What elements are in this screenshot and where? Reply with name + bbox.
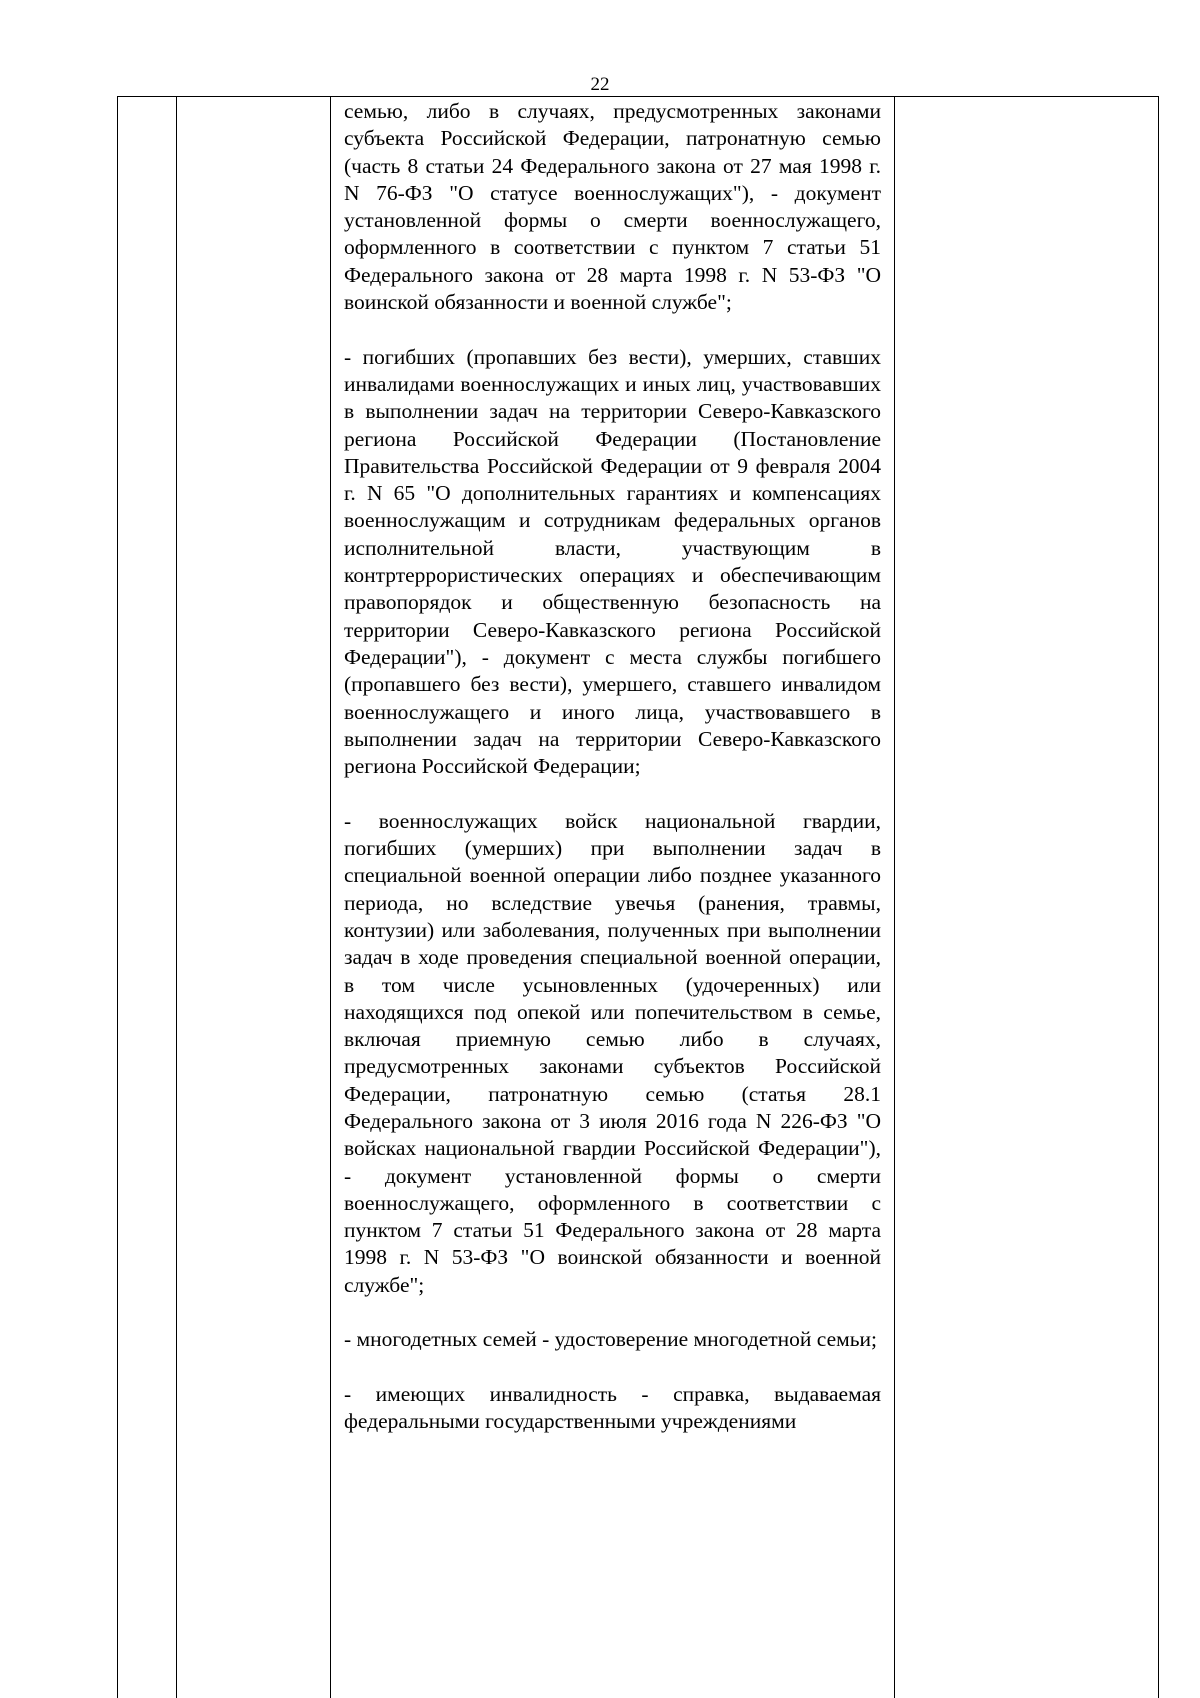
table-column-border-2: [176, 96, 177, 1698]
paragraph-disability: - имеющих инвалидность - справка, выдаваемая федеральными государственными учреждениями: [344, 1381, 881, 1434]
paragraph-north-caucasus: - погибших (пропавших без вести), умерших, ставших инвалидами военнослужащих и иных лиц, участвовавших в выполнении задач на территории Северо-Кавказского региона Российской Федерации (Постановление Правительства Российской Федерации от 9 февраля 2004 г. N 65 "О дополнительных гарантиях и компенсациях военнослужащим и сотрудникам федеральных органов исполнительной власти, участвующим в контртеррористических операциях и обеспечивающим правопорядок и общественную безопасность на территории Северо-Кавказского региона Российской Федерации"), - документ с места службы погибшего (пропавшего без вести), умершего, ставшего инвалидом военнослужащего и иного лица, участвовавшего в выполнении задач на территории Северо-Кавказского региона Российской Федерации;: [344, 344, 881, 779]
paragraph-national-guard: - военнослужащих войск национальной гвардии, погибших (умерших) при выполнении задач в специальной военной операции либо позднее указанного периода, но вследствие увечья (ранения, травмы, контузии) или заболевания, полученных при выполнении задач в ходе проведения специальной военной операции, в том числе усыновленных (удочеренных) или находящихся под опекой или попечительством в семье, включая приемную семью либо в случаях, предусмотренных законами субъектов Российской Федерации, патронатную семью (статья 28.1 Федерального закона от 3 июля 2016 года N 226-ФЗ "О войсках национальной гвардии Российской Федерации"), - документ установленной формы о смерти военнослужащего, оформленного в соответствии с пунктом 7 статьи 51 Федерального закона от 28 марта 1998 г. N 53-ФЗ "О воинской обязанности и военной службе";: [344, 808, 881, 1297]
table-column-border-5: [1158, 96, 1159, 1698]
paragraph-family-military-death: семью, либо в случаях, предусмотренных законами субъекта Российской Федерации, патронатную семью (часть 8 статьи 24 Федерального закона от 27 мая 1998 г. N 76-ФЗ "О статусе военнослужащих"), - документ установленной формы о смерти военнослужащего, оформленного в соответствии с пунктом 7 статьи 51 Федерального закона от 28 марта 1998 г. N 53-ФЗ "О воинской обязанности и военной службе";: [344, 99, 881, 315]
table-column-border-4: [894, 96, 895, 1698]
table-top-border: [117, 96, 1159, 97]
paragraph-large-families: - многодетных семей - удостоверение многодетной семьи;: [344, 1327, 878, 1352]
requirements-text-cell: [344, 98, 881, 1436]
page-number: 22: [590, 74, 610, 95]
table-column-border-1: [117, 96, 118, 1698]
table-column-border-3: [330, 96, 331, 1698]
